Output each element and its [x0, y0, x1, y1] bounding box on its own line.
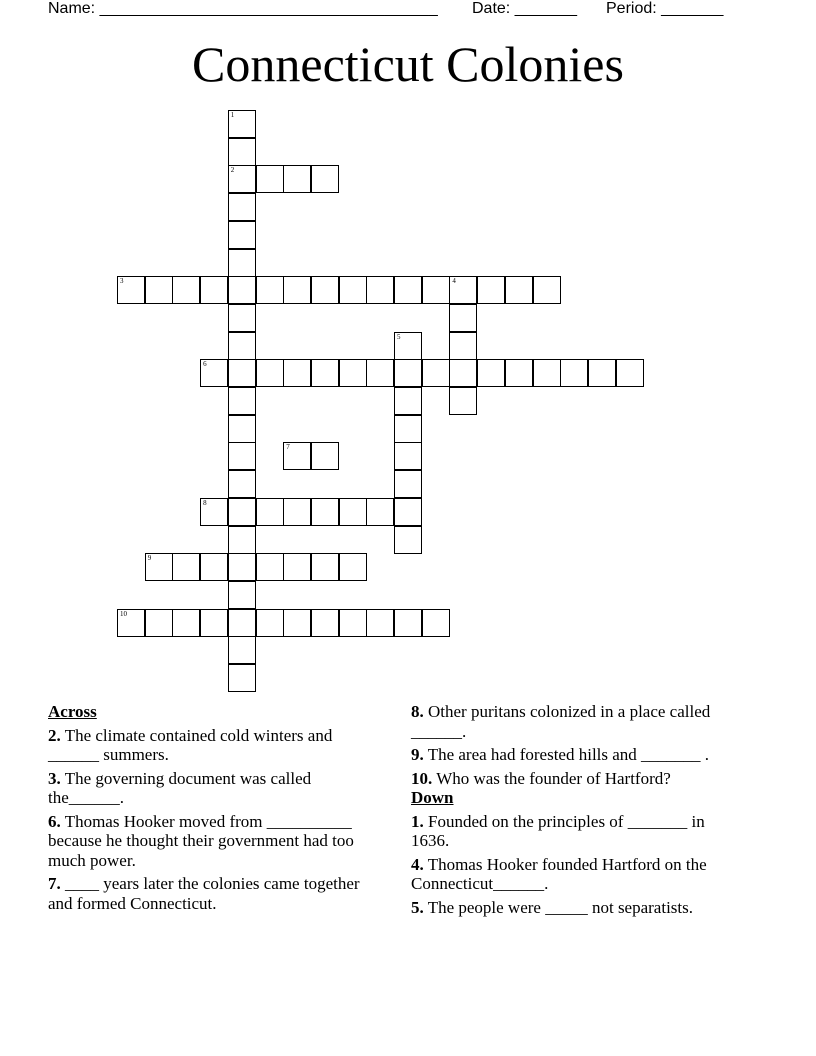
- clue-number: 2.: [48, 725, 61, 745]
- crossword-cell[interactable]: [200, 553, 228, 581]
- cell-number: 2: [230, 166, 235, 175]
- crossword-cell[interactable]: [200, 498, 228, 526]
- crossword-cell[interactable]: [256, 165, 284, 193]
- crossword-cell[interactable]: [145, 276, 173, 304]
- crossword-cell[interactable]: [394, 359, 422, 387]
- cell-number: 3: [120, 277, 124, 286]
- crossword-cell[interactable]: [505, 359, 533, 387]
- crossword-cell[interactable]: [394, 526, 422, 554]
- crossword-cell[interactable]: [228, 553, 256, 581]
- crossword-cell[interactable]: [228, 193, 256, 221]
- clue-down-5: [411, 898, 741, 918]
- clue-text: ____ years later the colonies came together and formed Connecticut.: [48, 874, 360, 913]
- crossword-cell[interactable]: [505, 276, 533, 304]
- crossword-cell[interactable]: [311, 359, 339, 387]
- crossword-cell[interactable]: [449, 387, 477, 415]
- crossword-cell[interactable]: [339, 498, 367, 526]
- cell-number: 8: [203, 498, 207, 507]
- page-title: Connecticut Colonies: [192, 36, 624, 92]
- clue-across-10: [411, 769, 741, 789]
- crossword-cell[interactable]: [283, 165, 311, 193]
- crossword-cell[interactable]: [145, 553, 173, 581]
- crossword-cell[interactable]: [228, 664, 256, 692]
- clue-across-2: [48, 726, 378, 765]
- crossword-cell[interactable]: [228, 276, 256, 304]
- crossword-cell[interactable]: [449, 359, 477, 387]
- cell-number: 6: [203, 360, 207, 369]
- crossword-cell[interactable]: [283, 553, 311, 581]
- crossword-cell[interactable]: [422, 609, 450, 637]
- clue-text: Thomas Hooker moved from __________ because he thought their government had too much power.: [48, 811, 354, 870]
- crossword-cell[interactable]: [311, 553, 339, 581]
- crossword-cell[interactable]: [394, 442, 422, 470]
- crossword-cell[interactable]: [311, 276, 339, 304]
- crossword-cell[interactable]: [172, 276, 200, 304]
- crossword-cell[interactable]: [394, 387, 422, 415]
- crossword-cell[interactable]: [200, 359, 228, 387]
- clue-number: 4.: [411, 854, 424, 874]
- clue-text: Thomas Hooker founded Hartford on the Connecticut______.: [411, 854, 707, 893]
- crossword-cell[interactable]: [311, 498, 339, 526]
- date-field-label[interactable]: Date: _______: [472, 0, 577, 17]
- crossword-cell[interactable]: [228, 415, 256, 443]
- crossword-cell[interactable]: [228, 249, 256, 277]
- crossword-cell[interactable]: [228, 526, 256, 554]
- crossword-cell[interactable]: [228, 470, 256, 498]
- clues-column-right: [411, 702, 741, 921]
- clue-number: 7.: [48, 874, 61, 893]
- crossword-cell[interactable]: [228, 359, 256, 387]
- cell-number: 9: [147, 554, 152, 563]
- clue-number: 8.: [411, 702, 424, 721]
- crossword-cell[interactable]: [394, 415, 422, 443]
- crossword-cell[interactable]: [200, 276, 228, 304]
- clue-across-8: [411, 702, 741, 741]
- crossword-cell[interactable]: [394, 498, 422, 526]
- crossword-cell[interactable]: [283, 359, 311, 387]
- cell-number: 4: [452, 277, 456, 286]
- crossword-cell[interactable]: [339, 553, 367, 581]
- crossword-cell[interactable]: [366, 359, 394, 387]
- crossword-cell[interactable]: [228, 304, 256, 332]
- clue-text: Other puritans colonized in a place called ______.: [411, 702, 711, 741]
- crossword-cell[interactable]: [422, 276, 450, 304]
- clue-number: 5.: [411, 897, 424, 917]
- crossword-cell[interactable]: [449, 276, 477, 304]
- crossword-cell[interactable]: [283, 442, 311, 470]
- clue-across-3: [48, 769, 378, 808]
- crossword-cell[interactable]: [533, 359, 561, 387]
- clue-across-9: [411, 745, 741, 765]
- crossword-cell[interactable]: [228, 110, 256, 138]
- cell-number: 1: [230, 111, 235, 119]
- crossword-cell[interactable]: [228, 581, 256, 609]
- crossword-cell[interactable]: [533, 276, 561, 304]
- crossword-cell[interactable]: [339, 609, 367, 637]
- crossword-cell[interactable]: [339, 359, 367, 387]
- crossword-cell[interactable]: [228, 165, 256, 193]
- crossword-cell[interactable]: [394, 470, 422, 498]
- crossword-cell[interactable]: [228, 138, 256, 166]
- crossword-cell[interactable]: [394, 276, 422, 304]
- crossword-cell[interactable]: [228, 332, 256, 360]
- crossword-cell[interactable]: [256, 553, 284, 581]
- crossword-cell[interactable]: [339, 276, 367, 304]
- clue-number: 10.: [411, 768, 433, 788]
- crossword-cell[interactable]: [283, 276, 311, 304]
- clue-across-7: [48, 874, 378, 913]
- crossword-cell[interactable]: [256, 498, 284, 526]
- crossword-cell[interactable]: [117, 609, 145, 637]
- crossword-cell[interactable]: [172, 553, 200, 581]
- crossword-cell[interactable]: [366, 498, 394, 526]
- crossword-cell[interactable]: [311, 609, 339, 637]
- clue-number: 6.: [48, 811, 61, 831]
- clue-number: 1.: [411, 811, 424, 831]
- crossword-cell[interactable]: [256, 276, 284, 304]
- crossword-cell[interactable]: [616, 359, 644, 387]
- clue-text: The governing document was called the______.: [48, 768, 312, 807]
- crossword-cell[interactable]: [394, 609, 422, 637]
- cell-number: 7: [286, 443, 290, 452]
- crossword-cell[interactable]: [228, 442, 256, 470]
- crossword-cell[interactable]: [228, 609, 256, 637]
- crossword-cell[interactable]: [256, 609, 284, 637]
- clue-text: The climate contained cold winters and ______ summers.: [48, 725, 333, 764]
- crossword-cell[interactable]: [228, 636, 256, 664]
- crossword-cell[interactable]: [588, 359, 616, 387]
- crossword-cell[interactable]: [228, 498, 256, 526]
- crossword-cell[interactable]: [117, 276, 145, 304]
- name-field-label[interactable]: Name: ______________________________________: [48, 0, 438, 17]
- crossword-cell[interactable]: [477, 359, 505, 387]
- across-heading: Across: [48, 702, 97, 721]
- crossword-cell[interactable]: [200, 609, 228, 637]
- cell-number: 5: [397, 332, 401, 341]
- crossword-cell[interactable]: [228, 221, 256, 249]
- crossword-cell[interactable]: [283, 498, 311, 526]
- clue-text: The people were _____ not separatists.: [423, 897, 694, 917]
- crossword-cell[interactable]: [449, 332, 477, 360]
- clue-text: The area had forested hills and _______ .: [423, 745, 710, 764]
- clue-text: Who was the founder of Hartford?: [432, 768, 671, 788]
- crossword-cell[interactable]: [172, 609, 200, 637]
- crossword-cell[interactable]: [311, 442, 339, 470]
- clue-text: Founded on the principles of _______ in 1636.: [411, 811, 705, 850]
- crossword-cell[interactable]: [228, 387, 256, 415]
- crossword-cell[interactable]: [256, 359, 284, 387]
- crossword-cell[interactable]: [477, 276, 505, 304]
- clue-down-1: [411, 812, 741, 851]
- crossword-cell[interactable]: [394, 332, 422, 360]
- crossword-cell[interactable]: [366, 276, 394, 304]
- crossword-cell[interactable]: [449, 304, 477, 332]
- crossword-cell[interactable]: [422, 359, 450, 387]
- crossword-cell[interactable]: [311, 165, 339, 193]
- clue-number: 9.: [411, 745, 424, 764]
- clue-number: 3.: [48, 768, 61, 788]
- crossword-cell[interactable]: [560, 359, 588, 387]
- cell-number: 10: [120, 609, 127, 618]
- down-heading: Down: [411, 788, 454, 807]
- period-field-label[interactable]: Period: _______: [606, 0, 724, 17]
- clue-across-6: [48, 812, 378, 871]
- crossword-cell[interactable]: [145, 609, 173, 637]
- crossword-cell[interactable]: [366, 609, 394, 637]
- clue-down-4: [411, 855, 741, 894]
- crossword-cell[interactable]: [283, 609, 311, 637]
- clues-column-left: [48, 702, 378, 917]
